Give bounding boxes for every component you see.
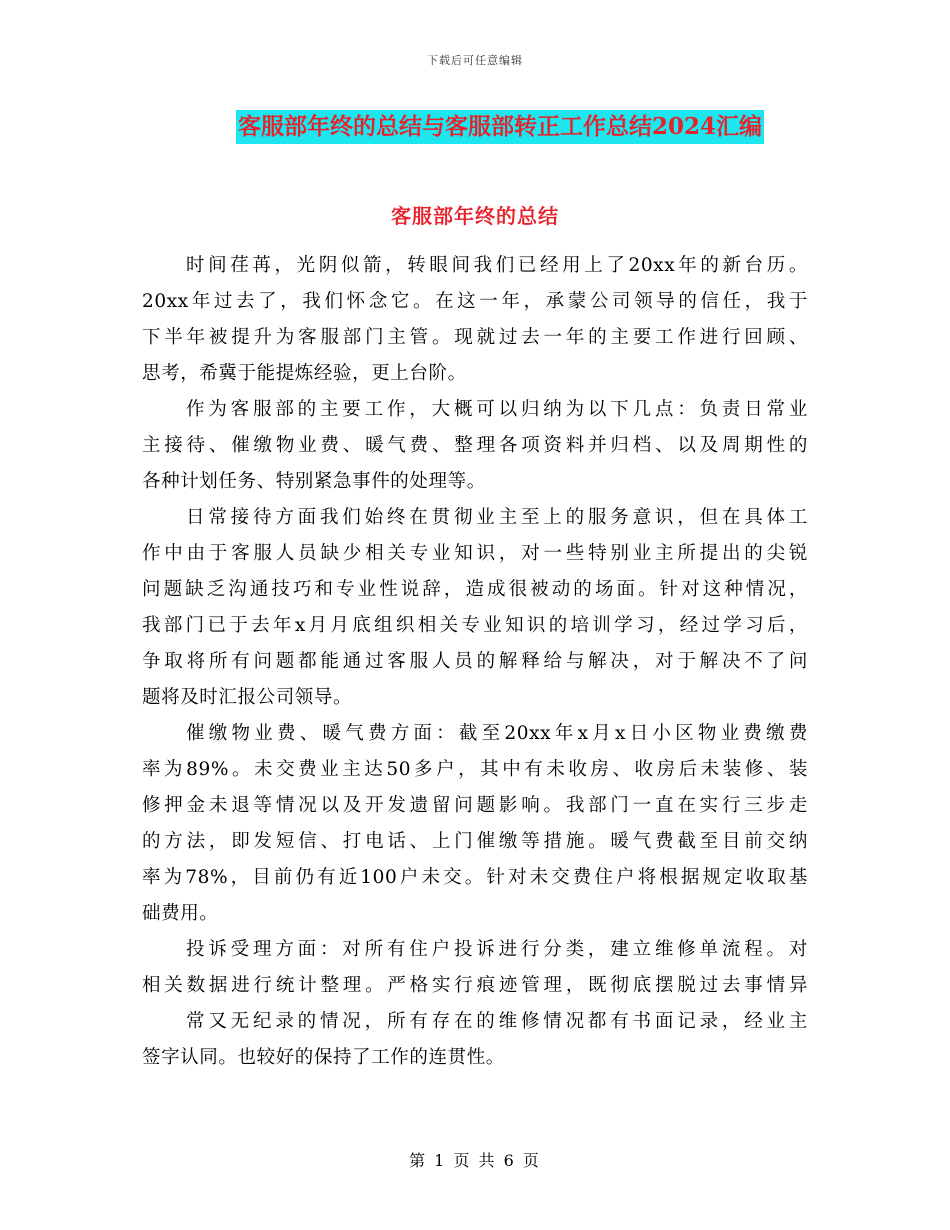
body-line: 签字认同。也较好的保持了工作的连贯性。 — [142, 1047, 505, 1068]
body-line: 主接待、催缴物业费、暖气费、整理各项资料并归档、以及周期性的 — [142, 435, 808, 456]
body-line: 率为89%。未交费业主达50多户，其中有未收房、收房后未装修、装 — [142, 759, 808, 780]
body-line: 相关数据进行统计整理。严格实行痕迹管理，既彻底摆脱过去事情异 — [142, 975, 808, 996]
body-line: 常又无纪录的情况，所有存在的维修情况都有书面记录，经业主 — [186, 1011, 808, 1032]
body-line: 题将及时汇报公司领导。 — [142, 687, 353, 708]
body-line: 20xx年过去了，我们怀念它。在这一年，承蒙公司领导的信任，我于 — [142, 291, 808, 312]
body-line: 率为78%，目前仍有近100户未交。针对未交费住户将根据规定收取基 — [142, 867, 808, 888]
section-title: 客服部年终的总结 — [391, 204, 559, 228]
page-footer: 第 1 页 共 6 页 — [409, 1151, 541, 1170]
body-line: 投诉受理方面：对所有住户投诉进行分类，建立维修单流程。对 — [186, 939, 808, 960]
body-line: 思考，希冀于能提炼经验，更上台阶。 — [142, 363, 467, 384]
body-line: 时间荏苒，光阴似箭，转眼间我们已经用上了20xx年的新台历。 — [186, 255, 808, 276]
document-title: 客服部年终的总结与客服部转正工作总结2024汇编 — [236, 110, 764, 144]
body-line: 催缴物业费、暖气费方面：截至20xx年x月x日小区物业费缴费 — [186, 723, 808, 744]
body-line: 础费用。 — [142, 903, 219, 924]
body-line: 争取将所有问题都能通过客服人员的解释给与解决，对于解决不了问 — [142, 651, 808, 672]
body-line: 各种计划任务、特别紧急事件的处理等。 — [142, 471, 486, 492]
body-text — [142, 248, 808, 1076]
body-line: 我部门已于去年x月月底组织相关专业知识的培训学习，经过学习后， — [142, 615, 808, 636]
document-title-container — [0, 110, 950, 144]
body-line: 下半年被提升为客服部门主管。现就过去一年的主要工作进行回顾、 — [142, 327, 808, 348]
body-line: 日常接待方面我们始终在贯彻业主至上的服务意识，但在具体工 — [186, 507, 808, 528]
body-line: 问题缺乏沟通技巧和专业性说辞，造成很被动的场面。针对这种情况， — [142, 579, 808, 600]
body-line: 作中由于客服人员缺少相关专业知识，对一些特别业主所提出的尖锐 — [142, 543, 808, 564]
body-line: 作为客服部的主要工作，大概可以归纳为以下几点：负责日常业 — [186, 399, 808, 420]
body-line: 的方法，即发短信、打电话、上门催缴等措施。暖气费截至目前交纳 — [142, 831, 808, 852]
header-note: 下载后可任意编辑 — [427, 54, 523, 67]
body-line: 修押金未退等情况以及开发遗留问题影响。我部门一直在实行三步走 — [142, 795, 808, 816]
